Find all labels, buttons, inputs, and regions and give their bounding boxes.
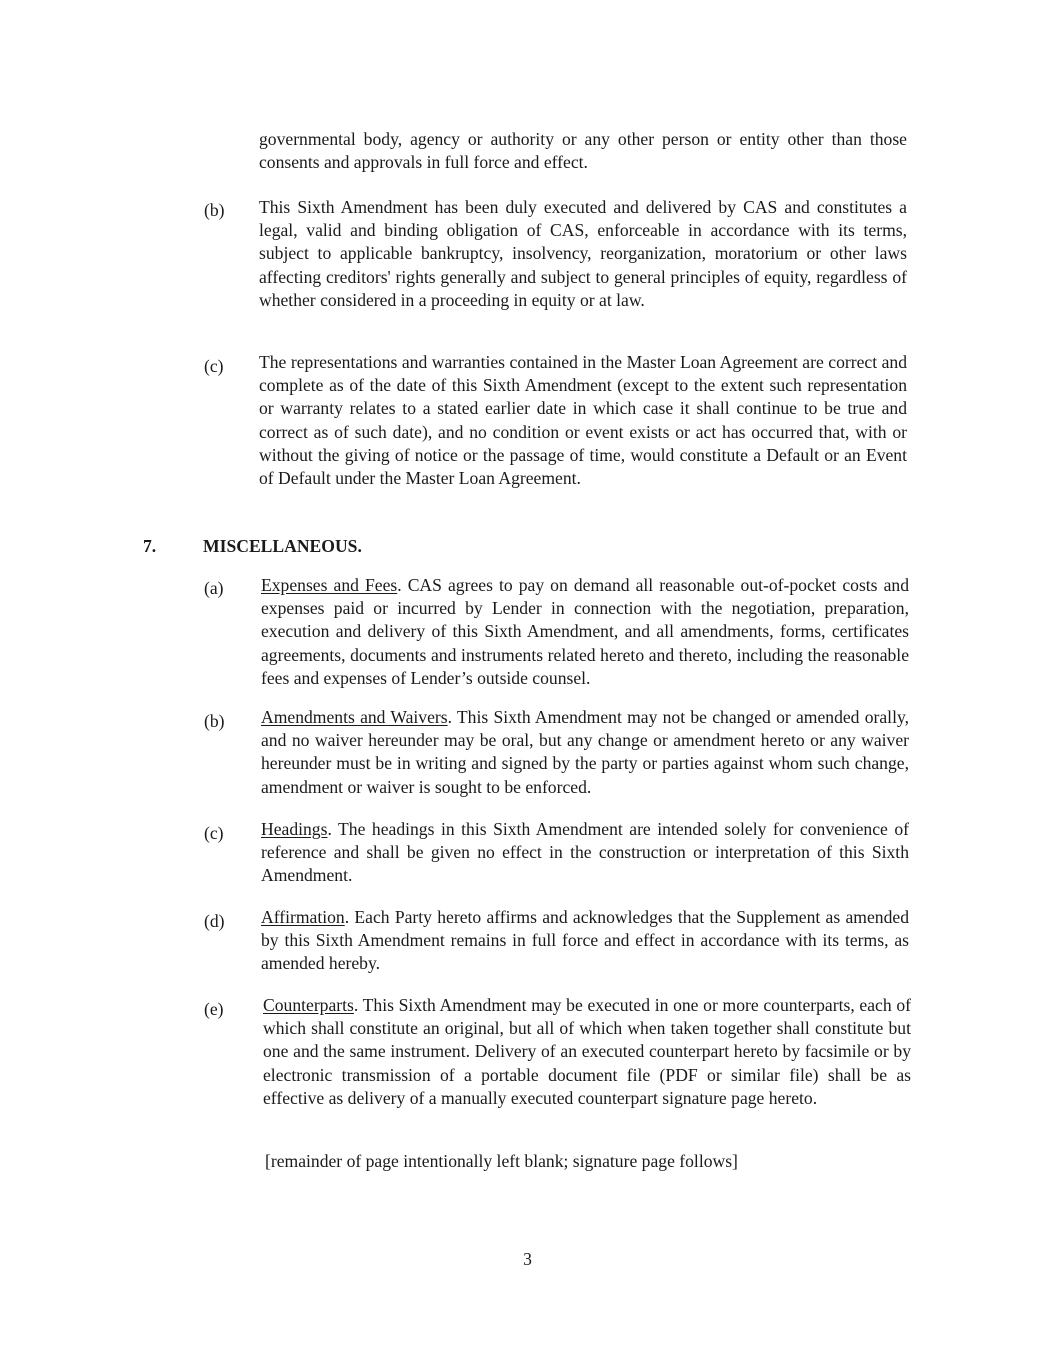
item-text <box>261 818 909 888</box>
item-body: The representations and warranties contained in the Master Loan Agreement are correct and complete as of the date of this Sixth Amendment (except to the extent such representation or warranty relates to a stated earlier date in which case it shall continue to be true and correct as of such date), and no condition or event exists or act has occurred that, with or without the giving of notice or the passage of time, would constitute a Default or an Event of Default under the Master Loan Agreement. <box>259 352 907 489</box>
item-label: (b) <box>204 200 225 220</box>
item-body: . The headings in this Sixth Amendment are intended solely for convenience of reference and shall be given no effect in the construction or interpretation of this Sixth Amendment. <box>261 819 909 886</box>
item-text <box>261 706 909 799</box>
item-text <box>259 351 907 490</box>
closing-note: [remainder of page intentionally left blank; signature page follows] <box>265 1151 738 1171</box>
item-heading: Headings <box>261 819 328 839</box>
item-text <box>263 994 911 1110</box>
item-body: . Each Party hereto affirms and acknowledges that the Supplement as amended by this Sixth Amendment remains in full force and effect in accordance with its terms, as amended hereby. <box>261 907 909 974</box>
item-body: . CAS agrees to pay on demand all reasonable out-of-pocket costs and expenses paid or incurred by Lender in connection with the negotiation, preparation, execution and delivery of this Sixth Amendment, and all amendments, forms, certificates agreements, documents and instruments related hereto and thereto, including the reasonable fees and expenses of Lender’s outside counsel. <box>261 575 909 688</box>
section-title: MISCELLANEOUS. <box>203 536 362 556</box>
item-text <box>259 196 907 312</box>
item-heading: Amendments and Waivers <box>261 707 448 727</box>
item-label: (d) <box>204 911 225 931</box>
item-label: (b) <box>204 711 225 731</box>
item-label: (c) <box>204 356 224 376</box>
continuation-text: governmental body, agency or authority or any other person or entity other than those consents and approvals in full force and effect. <box>259 129 907 173</box>
item-text <box>261 906 909 976</box>
item-label: (a) <box>204 578 224 598</box>
item-label: (e) <box>204 999 224 1019</box>
item-heading: Affirmation <box>261 907 345 927</box>
item-body: . This Sixth Amendment may not be changed or amended orally, and no waiver hereunder may be oral, but any change or amendment hereto or any waiver hereunder must be in writing and signed by the party or parties against whom such change, amendment or waiver is sought to be enforced. <box>261 707 910 797</box>
continuation-paragraph <box>259 128 907 174</box>
page-number: 3 <box>523 1249 532 1269</box>
item-text <box>261 574 909 690</box>
item-body: . This Sixth Amendment may be executed in one or more counterparts, each of which shall constitute an original, but all of which when taken together shall constitute but one and the same instrument. Delivery of an executed counterpart hereto by facsimile or by electronic transmission of a portable document file (PDF or similar file) shall be as effective as delivery of a manually executed counterpart signature page hereto. <box>263 995 911 1108</box>
item-heading: Counterparts <box>263 995 354 1015</box>
item-heading: Expenses and Fees <box>261 575 398 595</box>
item-body: This Sixth Amendment has been duly executed and delivered by CAS and constitutes a legal, valid and binding obligation of CAS, enforceable in accordance with its terms, subject to applicable bankruptcy, insolvency, reorganization, moratorium or other laws affecting creditors' rights generally and subject to general principles of equity, regardless of whether considered in a proceeding in equity or at law. <box>259 197 907 310</box>
section-number: 7. <box>143 536 157 556</box>
item-label: (c) <box>204 823 224 843</box>
